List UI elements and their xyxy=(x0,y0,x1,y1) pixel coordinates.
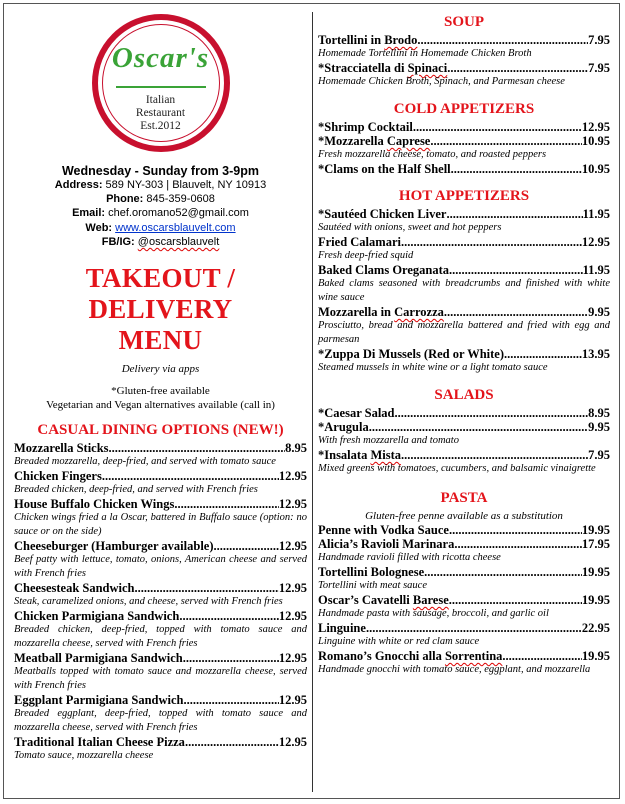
menu-item xyxy=(318,523,610,537)
menu-item-name-italian: Spinaci xyxy=(407,61,448,75)
left-column xyxy=(14,14,307,763)
menu-item xyxy=(14,581,307,595)
menu-item-price: 22.95 xyxy=(581,621,610,635)
dot-leader xyxy=(417,33,588,47)
menu-item-name: *Shrimp Cocktail xyxy=(318,120,413,134)
website-link[interactable]: www.oscarsblauvelt.com xyxy=(115,221,236,234)
gluten-note: *Gluten-free available xyxy=(111,385,210,398)
dot-leader xyxy=(214,539,279,553)
menu-item-name: Cheeseburger (Hamburger available) xyxy=(14,539,214,554)
menu-item-description: Breaded chicken, deep-fried, topped with tomato sauce and mozzarella cheese, served with French fries xyxy=(14,624,307,650)
social-line xyxy=(14,235,307,249)
menu-item-description: Handmade gnocchi with tomato sauce, eggplant, and mozzarella xyxy=(318,664,591,675)
menu-item-price: 12.95 xyxy=(278,581,307,596)
menu-item-name xyxy=(318,593,449,607)
menu-item xyxy=(318,263,610,277)
menu-item xyxy=(14,735,307,749)
menu-item-name-part: Oscar’s Cavatelli xyxy=(318,593,413,607)
casual-section-title: CASUAL DINING OPTIONS (NEW!) xyxy=(37,422,284,439)
menu-item-description: Breaded mozzarella, deep-fried, and served with tomato sauce xyxy=(14,456,276,468)
menu-item-description: Breaded eggplant, deep-fried, topped with tomato sauce and mozzarella cheese, served with French fries xyxy=(14,708,307,734)
right-column xyxy=(318,14,610,677)
dot-leader xyxy=(401,235,582,249)
menu-item xyxy=(318,649,610,663)
menu-item-name-italian: Barese xyxy=(412,593,449,607)
web-label: Web: xyxy=(85,221,113,234)
menu-item-price: 11.95 xyxy=(582,207,610,221)
menu-item-description: Homemade Tortellini in Homemade Chicken Broth xyxy=(318,48,532,59)
menu-item xyxy=(318,207,610,221)
menu-item-description: Mixed greens with tomatoes, cucumbers, and balsamic vinaigrette xyxy=(318,463,596,474)
menu-item-price: 7.95 xyxy=(588,448,610,462)
restaurant-logo xyxy=(92,14,230,152)
menu-item-description: Tomato sauce, mozzarella cheese xyxy=(14,750,154,762)
menu-item-price: 12.95 xyxy=(278,735,307,750)
menu-item-name: Tortellini Bolognese xyxy=(318,565,425,579)
casual-menu-list xyxy=(14,441,307,763)
menu-item xyxy=(318,120,610,134)
menu-item-price: 17.95 xyxy=(581,537,610,551)
menu-item-price: 12.95 xyxy=(278,539,307,554)
social-label: FB/IG: xyxy=(101,235,135,248)
email: chef.oromano52@gmail.com xyxy=(108,207,249,220)
address: 589 NY-303 | Blauvelt, NY 10913 xyxy=(105,179,267,191)
menu-item-name xyxy=(318,305,444,319)
menu-item-name-part: *Stracciatella di xyxy=(318,61,408,75)
soup-section-title: SOUP xyxy=(443,14,484,30)
menu-item-name: Chicken Parmigiana Sandwich xyxy=(14,609,180,624)
delivery-note: Delivery via apps xyxy=(121,363,200,376)
menu-item xyxy=(14,469,307,483)
menu-item xyxy=(14,539,307,553)
hours: Wednesday - Sunday from 3-9pm xyxy=(61,164,260,178)
logo-rule xyxy=(116,86,206,88)
menu-item-name: House Buffalo Chicken Wings xyxy=(14,497,175,512)
menu-item-name: Mozzarella Sticks xyxy=(14,441,109,456)
dot-leader xyxy=(502,649,581,663)
menu-item-price: 19.95 xyxy=(581,649,610,663)
menu-item-description: Fresh mozzarella cheese, tomato, and roasted peppers xyxy=(318,149,547,160)
dot-leader xyxy=(447,61,588,75)
menu-item xyxy=(318,621,610,635)
menu-item-name-part: Mozzarella in xyxy=(318,305,395,319)
contact-info xyxy=(14,178,307,249)
menu-item-price: 8.95 xyxy=(588,406,610,420)
menu-item-name xyxy=(318,33,417,47)
dot-leader xyxy=(102,469,279,483)
dot-leader xyxy=(449,523,582,537)
menu-item xyxy=(318,134,610,148)
menu-item-name: Chicken Fingers xyxy=(14,469,102,484)
dot-leader xyxy=(109,441,286,455)
salads-list xyxy=(318,406,610,476)
menu-item xyxy=(14,497,307,511)
menu-item-price: 19.95 xyxy=(581,593,610,607)
social-handle: @oscarsblauvelt xyxy=(137,235,220,248)
menu-item xyxy=(14,651,307,665)
menu-item-name: Meatball Parmigiana Sandwich xyxy=(14,651,183,666)
menu-item-description: Prosciutto, bread and mozzarella battered and fried with egg and parmesan xyxy=(318,320,610,345)
menu-item-name: Cheesesteak Sandwich xyxy=(14,581,135,596)
menu-item-price: 7.95 xyxy=(588,33,610,47)
menu-item-description: Tortellini with meat sauce xyxy=(318,580,427,591)
dot-leader xyxy=(401,448,588,462)
dot-leader xyxy=(135,581,279,595)
menu-item-name: Penne with Vodka Sauce xyxy=(318,523,449,537)
menu-item-name xyxy=(318,649,502,663)
phone-label: Phone: xyxy=(106,193,144,206)
salads-section-title: SALADS xyxy=(434,387,494,403)
dot-leader xyxy=(446,207,582,221)
dot-leader xyxy=(451,162,582,176)
menu-item-name xyxy=(318,448,401,462)
menu-item-price: 12.95 xyxy=(581,235,610,249)
menu-item-description: Breaded chicken, deep-fried, and served with French fries xyxy=(14,484,258,496)
menu-item-name-part: *Insalata xyxy=(318,448,371,462)
logo-line-2: Restaurant xyxy=(135,107,186,119)
menu-item-price: 12.95 xyxy=(278,497,307,512)
dot-leader xyxy=(174,497,279,511)
menu-title-line-1: TAKEOUT / DELIVERY xyxy=(85,263,236,325)
dot-leader xyxy=(454,537,582,551)
dot-leader xyxy=(185,735,279,749)
dot-leader xyxy=(430,134,582,148)
email-line xyxy=(14,206,307,220)
dot-leader xyxy=(424,565,582,579)
menu-item-price: 7.95 xyxy=(588,61,610,75)
menu-item-description: Meatballs topped with tomato sauce and mozzarella cheese, served with French fries xyxy=(14,666,307,692)
menu-item xyxy=(14,693,307,707)
soup-menu-list xyxy=(318,33,610,89)
menu-item-description: Steak, caramelized onions, and cheese, served with French fries xyxy=(14,596,283,608)
menu-item xyxy=(318,537,610,551)
hot-section-title: HOT APPETIZERS xyxy=(398,188,530,204)
menu-item-price: 12.95 xyxy=(581,120,610,134)
menu-item-description: With fresh mozzarella and tomato xyxy=(318,435,459,446)
dot-leader xyxy=(504,347,582,361)
phone: 845-359-0608 xyxy=(146,193,215,206)
pasta-list xyxy=(318,523,610,677)
dot-leader xyxy=(444,305,588,319)
dot-leader xyxy=(449,263,583,277)
menu-title-line-2: MENU xyxy=(118,325,203,356)
menu-item-price: 11.95 xyxy=(582,263,610,277)
menu-item-name xyxy=(318,134,430,148)
menu-item-name: Linguine xyxy=(318,621,366,635)
menu-item-description: Baked clams seasoned with breadcrumbs and finished with white wine sauce xyxy=(318,278,610,303)
menu-item xyxy=(14,609,307,623)
menu-item xyxy=(318,347,610,361)
phone-line xyxy=(14,192,307,206)
pasta-subtitle: Gluten-free penne available as a substitution xyxy=(365,510,563,522)
menu-item-name-italian: Mista xyxy=(370,448,402,462)
menu-item-name: *Zuppa Di Mussels (Red or White) xyxy=(318,347,505,361)
menu-item-price: 19.95 xyxy=(581,523,610,537)
menu-item-name: *Caesar Salad xyxy=(318,406,395,420)
menu-item-name: *Clams on the Half Shell xyxy=(318,162,451,176)
address-line xyxy=(14,178,307,192)
dot-leader xyxy=(366,621,582,635)
menu-item-name: Alicia’s Ravioli Marinara xyxy=(318,537,455,551)
menu-item-price: 12.95 xyxy=(278,651,307,666)
menu-item-price: 9.95 xyxy=(588,305,610,319)
dot-leader xyxy=(183,651,279,665)
hot-appetizer-list xyxy=(318,207,610,375)
menu-item xyxy=(318,406,610,420)
cold-section-title: COLD APPETIZERS xyxy=(393,101,535,117)
dot-leader xyxy=(369,420,588,434)
menu-item-price: 19.95 xyxy=(581,565,610,579)
menu-item xyxy=(318,593,610,607)
menu-item-name-part: *Mozzarella xyxy=(318,134,387,148)
menu-item-name-italian: Caprese xyxy=(386,134,431,148)
address-label: Address: xyxy=(54,179,103,191)
menu-item xyxy=(318,61,610,75)
menu-item-description: Fresh deep-fried squid xyxy=(318,250,414,261)
menu-item-price: 10.95 xyxy=(581,134,610,148)
menu-item-description: Steamed mussels in white wine or a light tomato sauce xyxy=(318,362,548,373)
menu-item xyxy=(318,565,610,579)
logo-name: Oscar's xyxy=(111,42,210,74)
menu-item-name: Baked Clams Oreganata xyxy=(318,263,450,277)
logo-line-3: Est.2012 xyxy=(140,120,181,132)
menu-item-name-italian: Brodo xyxy=(384,33,418,47)
menu-item-name: Fried Calamari xyxy=(318,235,401,249)
menu-item xyxy=(318,235,610,249)
web-line xyxy=(14,221,307,235)
menu-item-price: 12.95 xyxy=(278,609,307,624)
menu-item xyxy=(318,420,610,434)
dot-leader xyxy=(413,120,582,134)
menu-item-price: 9.95 xyxy=(588,420,610,434)
menu-item-name-part: Tortellini in xyxy=(318,33,385,47)
menu-item-price: 10.95 xyxy=(581,162,610,176)
menu-item-description: Linguine with white or red clam sauce xyxy=(318,636,480,647)
column-divider xyxy=(312,12,313,792)
menu-item-name xyxy=(318,61,447,75)
cold-appetizer-list xyxy=(318,120,610,176)
menu-item-name: *Arugula xyxy=(318,420,369,434)
menu-item xyxy=(14,441,307,455)
vegetarian-note: Vegetarian and Vegan alternatives available (call in) xyxy=(46,399,275,412)
menu-item xyxy=(318,448,610,462)
menu-item-name-part: Romano’s Gnocchi alla xyxy=(318,649,445,663)
menu-item-description: Chicken wings fried a la Oscar, battered in Buffalo sauce (option: no sauce or on the side) xyxy=(14,512,307,538)
logo-line-1: Italian xyxy=(145,94,176,106)
menu-item-description: Sautéed with onions, sweet and hot peppers xyxy=(318,222,502,233)
menu-item-name: Traditional Italian Cheese Pizza xyxy=(14,735,185,750)
dot-leader xyxy=(449,593,582,607)
menu-item-name-italian: Carrozza xyxy=(394,305,444,319)
dot-leader xyxy=(183,693,278,707)
menu-item-price: 8.95 xyxy=(285,441,307,456)
menu-item-description: Beef patty with lettuce, tomato, onions, American cheese and served with French fries xyxy=(14,554,307,580)
menu-item-name: *Sautéed Chicken Liver xyxy=(318,207,447,221)
menu-item xyxy=(318,33,610,47)
dot-leader xyxy=(179,609,279,623)
menu-item-price: 13.95 xyxy=(581,347,610,361)
menu-item-description: Homemade Chicken Broth, Spinach, and Parmesan cheese xyxy=(318,76,565,87)
menu-item-description: Handmade pasta with sausage, broccoli, and garlic oil xyxy=(318,608,549,619)
menu-item-price: 12.95 xyxy=(278,469,307,484)
menu-item xyxy=(318,162,610,176)
pasta-section-title: PASTA xyxy=(440,490,488,506)
email-label: Email: xyxy=(72,207,106,220)
menu-item xyxy=(318,305,610,319)
menu-item-name: Eggplant Parmigiana Sandwich xyxy=(14,693,184,708)
dot-leader xyxy=(395,406,589,420)
menu-item-name-italian: Sorrentina xyxy=(444,649,503,663)
menu-item-price: 12.95 xyxy=(278,693,307,708)
menu-item-description: Handmade ravioli filled with ricotta cheese xyxy=(318,552,501,563)
